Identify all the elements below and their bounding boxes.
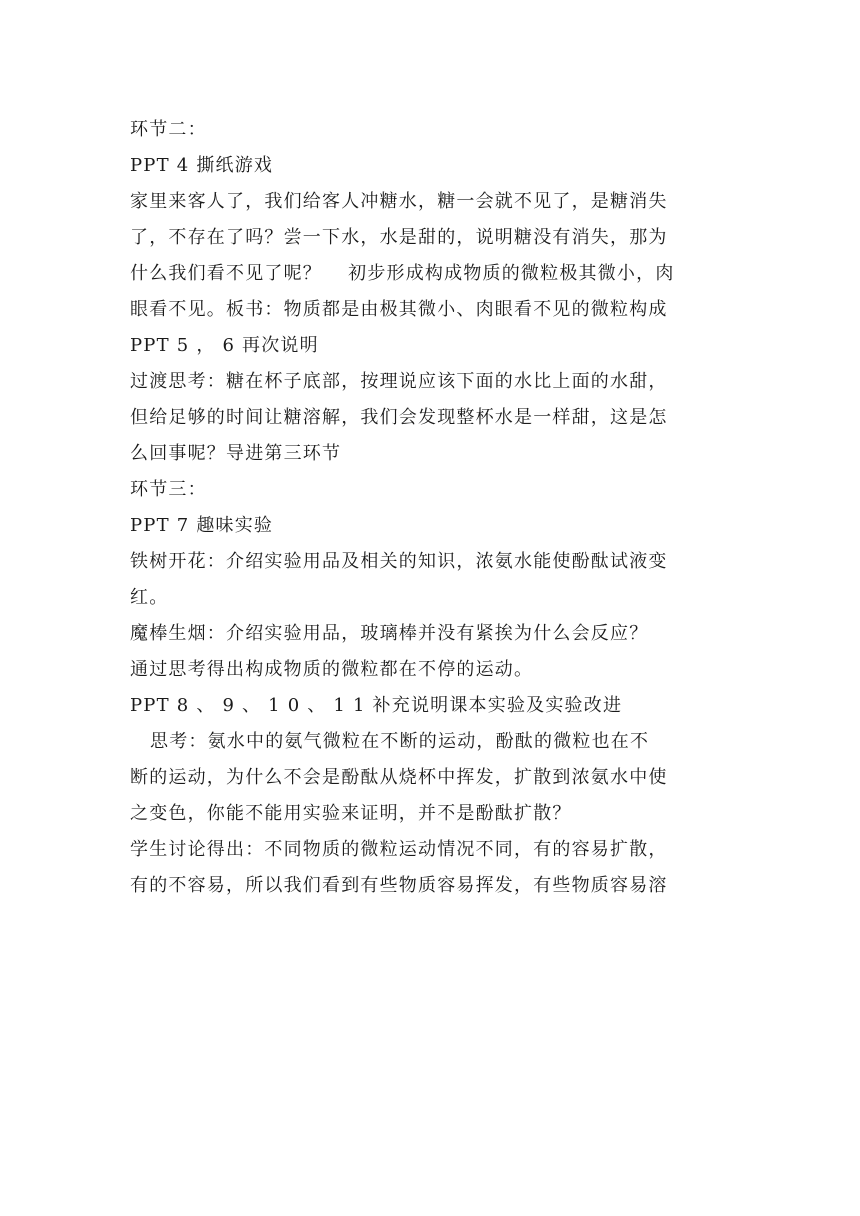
paragraph-line: 红。	[130, 587, 169, 608]
ppt-7-heading: PPT 7 趣味实验	[130, 515, 274, 536]
paragraph-line: 魔棒生烟：介绍实验用品，玻璃棒并没有紧挨为什么会反应？	[130, 623, 649, 644]
section-heading-3: 环节三：	[130, 479, 207, 500]
paragraph-line: 了，不存在了吗？尝一下水，水是甜的，说明糖没有消失，那为	[130, 227, 668, 248]
section-heading-2: 环节二：	[130, 119, 207, 140]
paragraph-line: 铁树开花：介绍实验用品及相关的知识，浓氨水能使酚酞试液变	[130, 551, 668, 572]
paragraph-line: 之变色，你能不能用实验来证明，并不是酚酞扩散？	[130, 803, 572, 824]
ppt-5-6-heading: PPT 5 ， 6 再次说明	[130, 335, 319, 356]
document-body	[130, 112, 730, 904]
paragraph-line: 么回事呢？导进第三环节	[130, 443, 342, 464]
paragraph-line: 眼看不见。板书：物质都是由极其微小、肉眼看不见的微粒构成	[130, 299, 668, 320]
paragraph-line: 有的不容易，所以我们看到有些物质容易挥发，有些物质容易溶	[130, 875, 668, 896]
paragraph-line: 什么我们看不见了呢？ 初步形成构成物质的微粒极其微小，肉	[130, 263, 675, 284]
paragraph-line: 断的运动，为什么不会是酚酞从烧杯中挥发，扩散到浓氨水中使	[130, 767, 668, 788]
ppt-8-11-heading: PPT 8 、 9 、 1 0 、 1 1 补充说明课本实验及实验改进	[130, 695, 623, 716]
paragraph-line: 思考：氨水中的氨气微粒在不断的运动，酚酞的微粒也在不	[150, 731, 650, 752]
paragraph-line: 通过思考得出构成物质的微粒都在不停的运动。	[130, 659, 534, 680]
paragraph-line: 学生讨论得出：不同物质的微粒运动情况不同，有的容易扩散，	[130, 839, 668, 860]
paragraph-line: 过渡思考：糖在杯子底部，按理说应该下面的水比上面的水甜，	[130, 371, 668, 392]
paragraph-line: 家里来客人了，我们给客人冲糖水，糖一会就不见了，是糖消失	[130, 191, 668, 212]
ppt-4-heading: PPT 4 撕纸游戏	[130, 155, 274, 176]
paragraph-line: 但给足够的时间让糖溶解，我们会发现整杯水是一样甜，这是怎	[130, 407, 668, 428]
